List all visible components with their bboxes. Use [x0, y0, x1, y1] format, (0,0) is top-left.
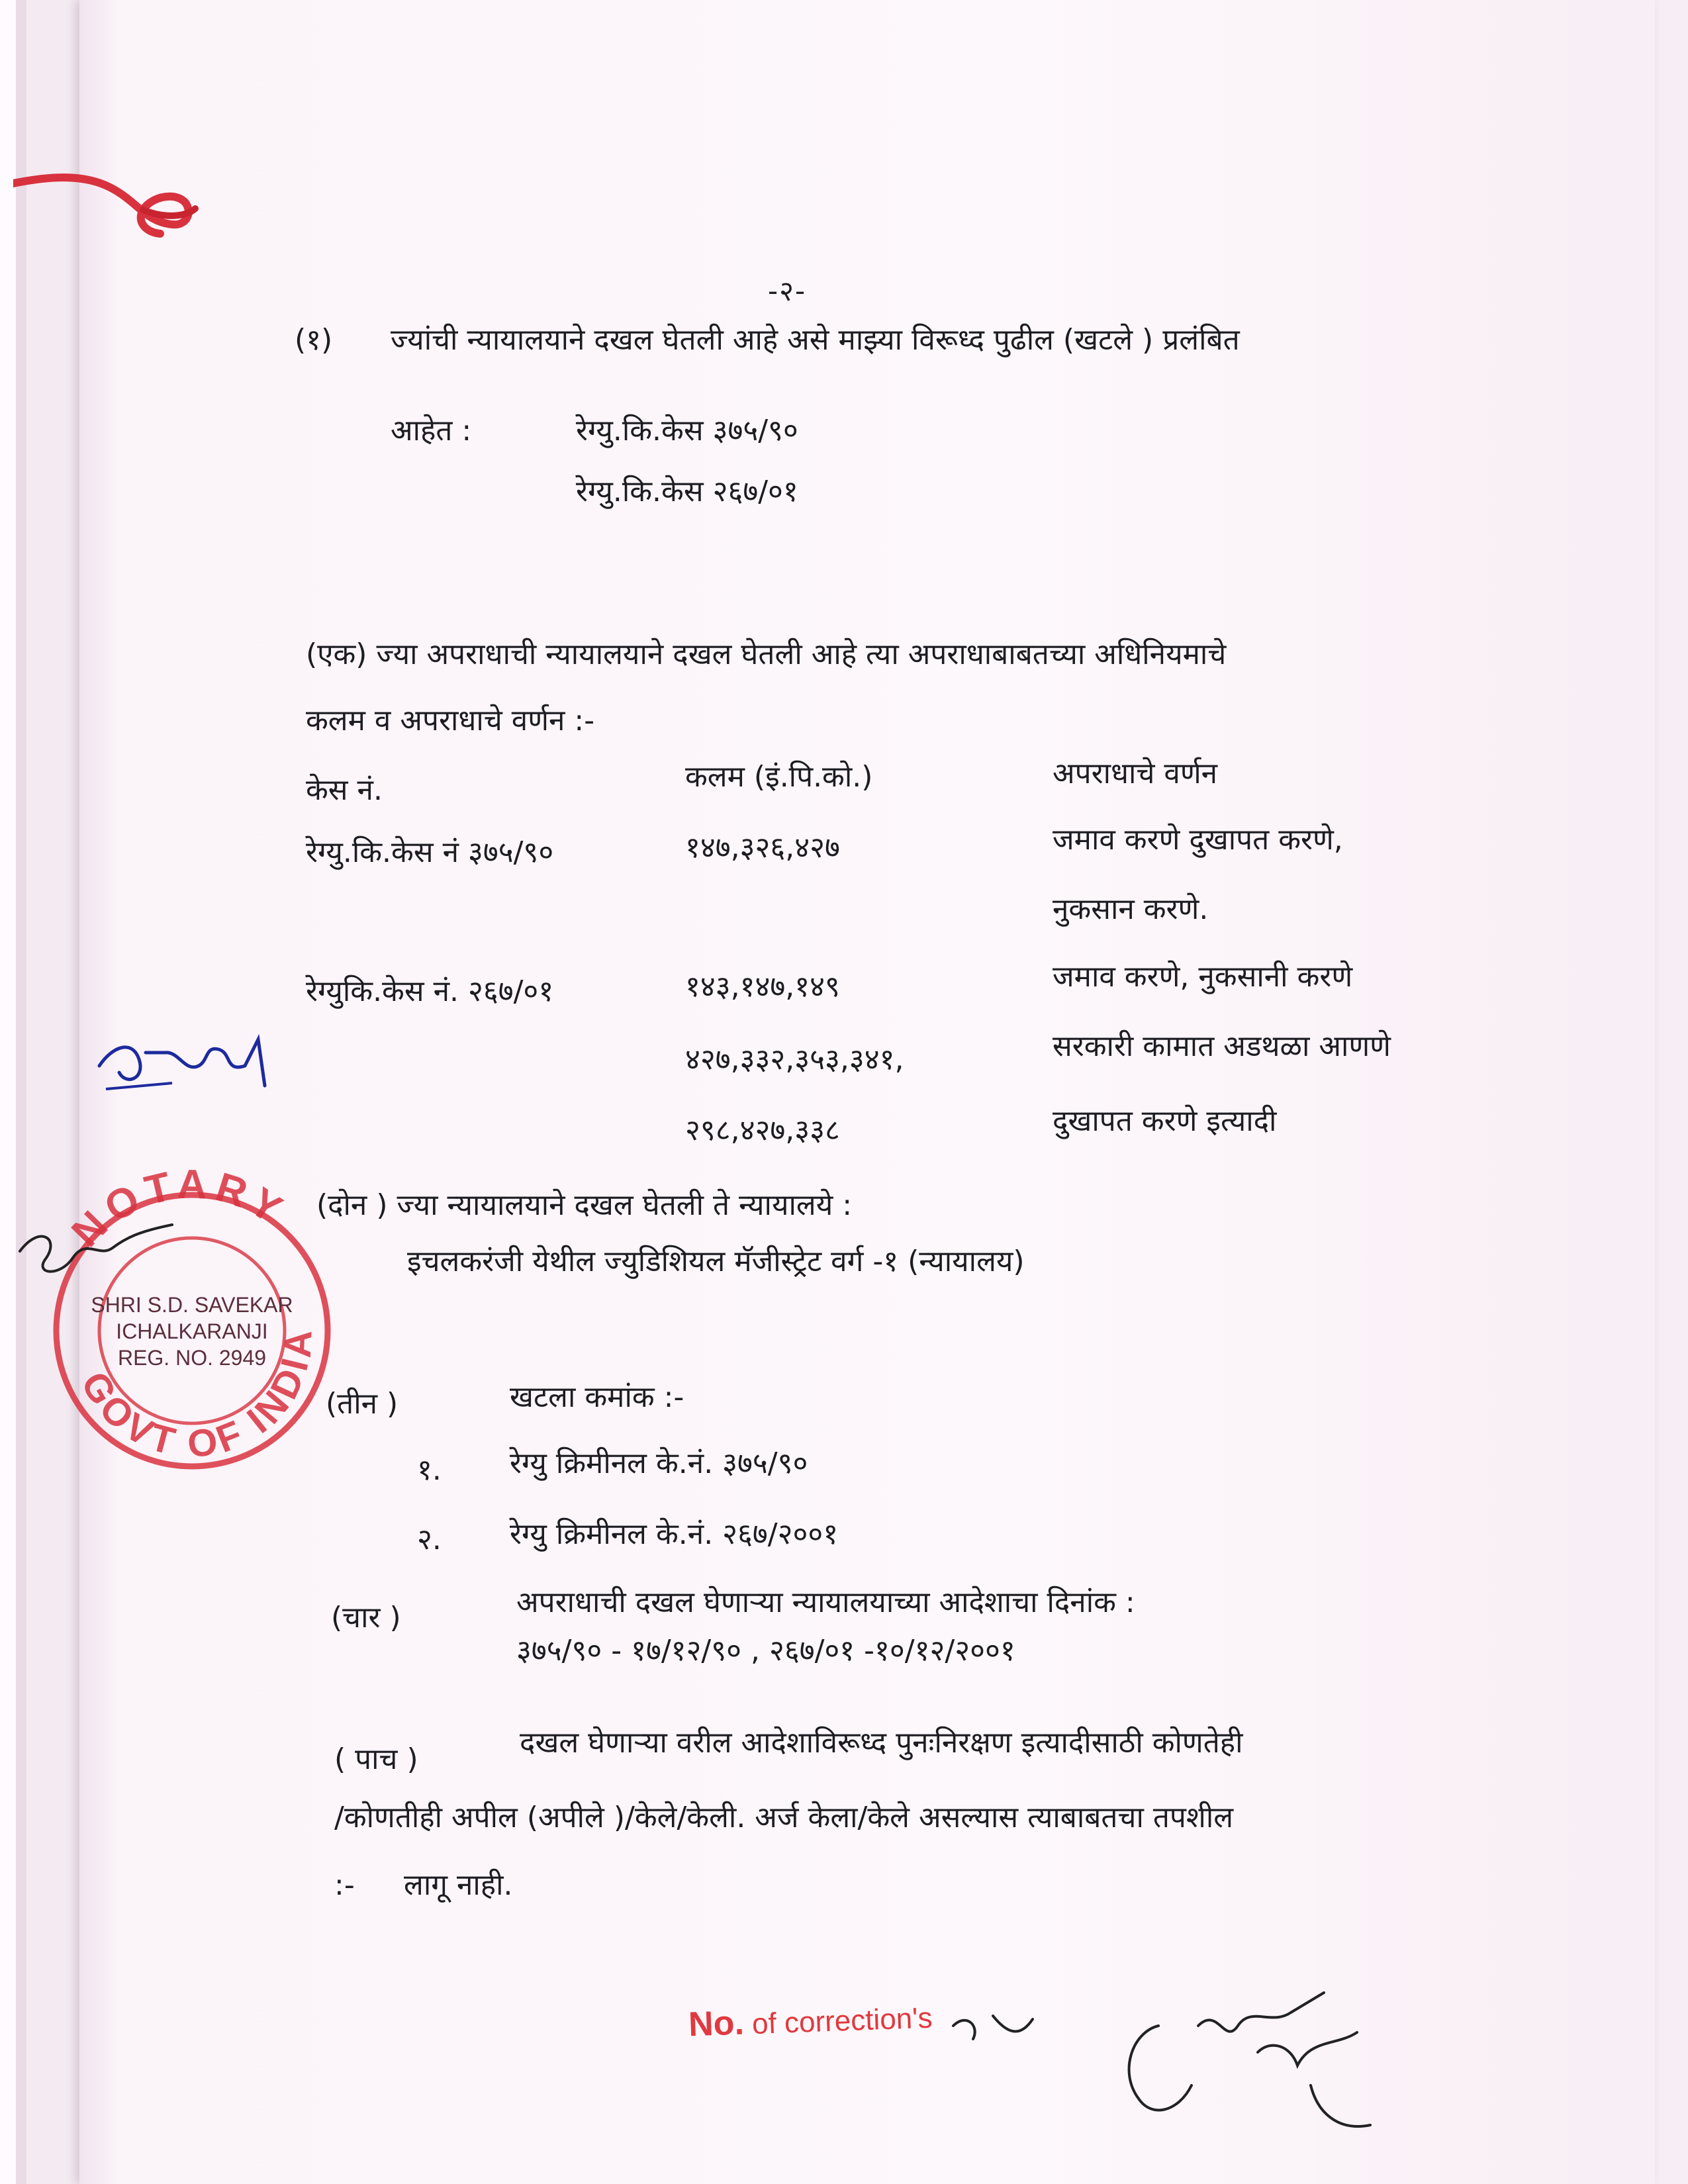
teen-item-2-number: २.	[417, 1523, 442, 1556]
blue-signature-icon	[93, 1020, 285, 1106]
section-1-line: ज्यांची न्यायालयाने दखल घेतली आहे असे माझ्या विरूध्द पुढील (खटले ) प्रलंबित	[391, 323, 1240, 357]
table-row-2-desc-1: जमाव करणे, नुकसानी करणे	[1053, 960, 1353, 994]
table-row-1-desc-1: जमाव करणे दुखापत करणे,	[1053, 823, 1343, 857]
table-row-2-section-3: २९८,४२७,३३८	[685, 1114, 840, 1147]
table-row-2-case: रेग्युकि.केस नं. २६७/०१	[306, 974, 554, 1008]
section-teen-label: (तीन )	[326, 1387, 399, 1421]
table-row-2-section-2: ४२७,३३२,३५३,३४१,	[685, 1043, 904, 1076]
section-pach-line3: लागू नाही.	[404, 1868, 513, 1902]
section-1-number: (१)	[295, 323, 333, 357]
section-ek-line1: (एक) ज्या अपराधाची न्यायालयाने दखल घेतली आहे त्या अपराधाबाबतच्या अधिनियमाचे	[306, 638, 1227, 671]
corrections-stamp	[688, 1997, 933, 2045]
section-pach-line1: दखल घेणाऱ्या वरील आदेशाविरूध्द पुनःनिरक्षण इत्यादीसाठी कोणतेही	[520, 1726, 1243, 1760]
section-don-label: (दोन ) ज्या न्यायालयाने दखल घेतली ते न्यायालये :	[316, 1188, 853, 1222]
case-2: रेग्यु.कि.केस २६७/०१	[576, 475, 798, 508]
red-thread-icon	[13, 169, 199, 242]
stamp-reg: REG. NO. 2949	[117, 1346, 267, 1370]
table-row-2-desc-3: दुखापत करणे इत्यादी	[1053, 1104, 1277, 1138]
teen-item-1-text: रेग्यु क्रिमीनल के.नं. ३७५/९०	[510, 1447, 808, 1480]
handwritten-signature-icon	[940, 1953, 1403, 2152]
corrections-no: No.	[688, 2003, 745, 2044]
binding-strip	[0, 0, 79, 2184]
table-row-1-case: रेग्यु.कि.केस नं ३७५/९०	[306, 835, 554, 869]
table-header-description: अपराधाचे वर्णन	[1053, 757, 1218, 790]
table-row-1-desc-2: नुकसान करणे.	[1053, 892, 1209, 926]
section-don-court: इचलकरंजी येथील ज्युडिशियल मॅजीस्ट्रेट वर्ग -१ (न्यायालय)	[407, 1245, 1025, 1278]
case-1: रेग्यु.कि.केस ३७५/९०	[576, 414, 798, 448]
page-number: -२-	[768, 275, 807, 307]
table-row-2-desc-2: सरकारी कामात अडथळा आणणे	[1053, 1029, 1391, 1063]
stamp-bottom-text: GOVT OF INDIA	[72, 1325, 320, 1466]
notary-stamp	[0, 1139, 344, 1483]
table-header-case: केस नं.	[306, 773, 383, 807]
stamp-top-text: NOTARY	[63, 1161, 295, 1256]
stamp-name: SHRI S.D. SAVEKAR	[91, 1293, 293, 1317]
teen-item-2-text: रेग्यु क्रिमीनल के.नं. २६७/२००१	[510, 1517, 839, 1551]
section-ek-line2: कलम व अपराधाचे वर्णन :-	[306, 704, 595, 737]
corrections-text: of correction's	[751, 2001, 933, 2041]
table-header-section: कलम (इं.पि.को.)	[685, 760, 873, 794]
section-pach-colon: :-	[334, 1868, 355, 1902]
table-row-1-section: १४७,३२६,४२७	[685, 831, 840, 865]
table-row-2-section-1: १४३,१४७,१४९	[685, 970, 840, 1004]
section-teen-title: खटला कमांक :-	[510, 1380, 684, 1414]
notary-signature-icon	[13, 1211, 185, 1291]
section-pach-label: ( पाच )	[334, 1742, 418, 1776]
teen-item-1-number: १.	[417, 1453, 442, 1487]
section-char-line2: ३७५/९० - १७/१२/९० , २६७/०१ -१०/१२/२००१	[516, 1634, 1015, 1668]
section-char-label: (चार )	[331, 1601, 401, 1635]
section-char-line1: अपराधाची दखल घेणाऱ्या न्यायालयाच्या आदेशाचा दिनांक :	[516, 1586, 1135, 1619]
section-pach-line2: /कोणतीही अपील (अपीले )/केले/केली. अर्ज केला/केले असल्यास त्याबाबतचा तपशील	[334, 1801, 1234, 1834]
section-1-ahet: आहेत :	[391, 414, 472, 448]
stamp-city: ICHALKARANJI	[116, 1319, 268, 1343]
